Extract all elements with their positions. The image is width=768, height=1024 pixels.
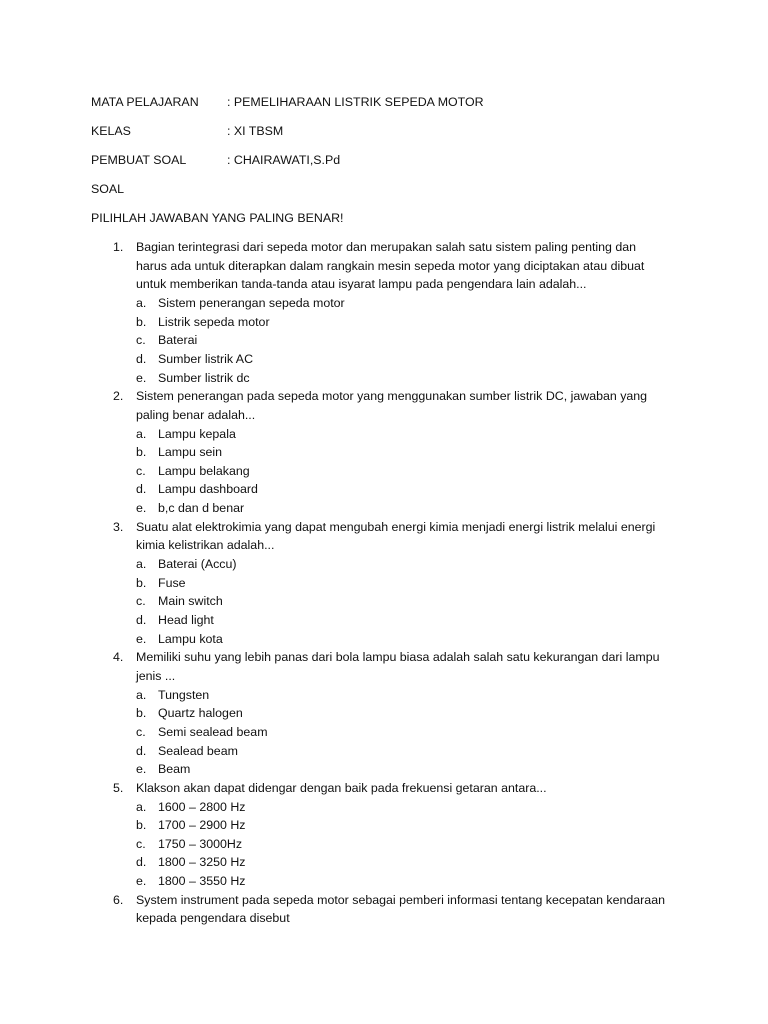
option-letter: b. [136,314,147,329]
question-text: untuk memberikan tanda-tanda atau isyarat lampu pada pengendara lain adalah... [136,277,587,292]
option-letter: e. [136,631,147,646]
option-letter: c. [136,333,146,348]
option-letter: c. [136,836,146,851]
question-first-line [0,387,768,405]
question-text: System instrument pada sepeda motor sebagai pemberi informasi tentang kecepatan kendaraan [136,892,665,907]
option-text: Beam [158,762,191,777]
option-letter: d. [136,351,147,366]
question-line [0,909,768,927]
answer-option [0,480,768,498]
question-number: 2. [113,389,124,404]
author-value: : CHAIRAWATI,S.Pd [227,153,341,167]
answer-option [0,630,768,648]
question-text: paling benar adalah... [136,407,256,422]
question-line [0,667,768,685]
question-first-line [0,518,768,536]
question-text: kimia kelistrikan adalah... [136,538,275,553]
question-number: 5. [113,780,124,795]
answer-option [0,350,768,368]
subject-value: : PEMELIHARAAN LISTRIK SEPEDA MOTOR [227,95,484,109]
option-text: Sumber listrik AC [158,351,254,366]
option-letter: e. [136,762,147,777]
answer-option [0,499,768,517]
option-text: Fuse [158,575,186,590]
option-letter: a. [136,295,147,310]
option-text: Baterai (Accu) [158,557,237,572]
answer-option [0,611,768,629]
instruction-text: PILIHLAH JAWABAN YANG PALING BENAR! [91,211,344,225]
question-text: jenis ... [136,668,176,683]
option-letter: b. [136,575,147,590]
class-label: KELAS [91,124,131,138]
option-letter: d. [136,743,147,758]
option-text: 1700 – 2900 Hz [158,818,246,833]
answer-option [0,723,768,741]
question-first-line [0,891,768,909]
author-label: PEMBUAT SOAL [91,153,187,167]
option-text: Baterai [158,333,198,348]
answer-option [0,574,768,592]
answer-option [0,760,768,778]
option-text: Sealead beam [158,743,238,758]
option-letter: a. [136,799,147,814]
answer-option [0,742,768,760]
option-text: Lampu kota [158,631,223,646]
question-line [0,536,768,554]
option-letter: b. [136,706,147,721]
answer-option [0,872,768,890]
option-text: Sumber listrik dc [158,370,250,385]
subject-label: MATA PELAJARAN [91,95,199,109]
answer-option [0,369,768,387]
option-text: Main switch [158,594,223,609]
question-line [0,275,768,293]
answer-option [0,462,768,480]
answer-option [0,331,768,349]
question-text: Memiliki suhu yang lebih panas dari bola lampu biasa adalah salah satu kekurangan dari lampu [136,650,660,665]
option-text: Lampu belakang [158,463,250,478]
option-letter: d. [136,613,147,627]
answer-option [0,592,768,610]
question-first-line [0,779,768,797]
answer-option [0,686,768,704]
option-text: Tungsten [158,687,210,702]
option-text: 1600 – 2800 Hz [158,799,246,814]
question-line [0,257,768,275]
option-text: b,c dan d benar [158,501,245,516]
option-letter: e. [136,370,147,385]
option-letter: e. [136,874,147,889]
option-text: Lampu sein [158,445,223,460]
option-letter: c. [136,463,146,478]
option-text: Quartz halogen [158,706,243,721]
question-text: Suatu alat elektrokimia yang dapat mengubah energi kimia menjadi energi listrik melalui energi [136,519,656,534]
question-first-line [0,238,768,256]
option-text: 1800 – 3250 Hz [158,855,246,870]
option-text: Lampu kepala [158,426,236,441]
question-text: kepada pengendara disebut [136,911,290,926]
option-text: 1750 – 3000Hz [158,836,243,851]
answer-option [0,835,768,853]
option-text: Semi sealead beam [158,724,268,739]
option-letter: e. [136,501,147,516]
answer-option [0,443,768,461]
question-line [0,406,768,424]
question-text: Klakson akan dapat didengar dengan baik pada frekuensi getaran antara... [136,780,547,795]
option-letter: a. [136,557,147,572]
answer-option [0,313,768,331]
question-text: harus ada untuk diterapkan dalam rangkain mesin sepeda motor yang diciptakan atau dibuat [136,258,645,273]
answer-option [0,294,768,312]
section-label: SOAL [91,182,125,196]
question-text: Bagian terintegrasi dari sepeda motor dan merupakan salah satu sistem paling penting dan [136,240,637,254]
question-text: Sistem penerangan pada sepeda motor yang menggunakan sumber listrik DC, jawaban yang [136,389,648,404]
option-letter: a. [136,687,147,702]
question-number: 4. [113,650,124,665]
option-letter: d. [136,482,147,497]
class-value: : XI TBSM [227,124,284,138]
option-text: 1800 – 3550 Hz [158,874,246,889]
answer-option [0,704,768,722]
answer-option [0,555,768,573]
option-text: Head light [158,613,214,627]
option-text: Listrik sepeda motor [158,314,270,329]
answer-option [0,853,768,871]
option-letter: c. [136,594,146,609]
answer-option [0,798,768,816]
option-letter: c. [136,724,146,739]
option-text: Sistem penerangan sepeda motor [158,295,345,310]
answer-option [0,816,768,834]
option-letter: b. [136,818,147,833]
option-letter: a. [136,426,147,441]
question-number: 6. [113,892,124,907]
option-text: Lampu dashboard [158,482,258,497]
option-letter: b. [136,445,147,460]
question-first-line [0,648,768,666]
option-letter: d. [136,855,147,870]
answer-option [0,425,768,443]
question-number: 1. [113,240,124,254]
question-number: 3. [113,519,124,534]
